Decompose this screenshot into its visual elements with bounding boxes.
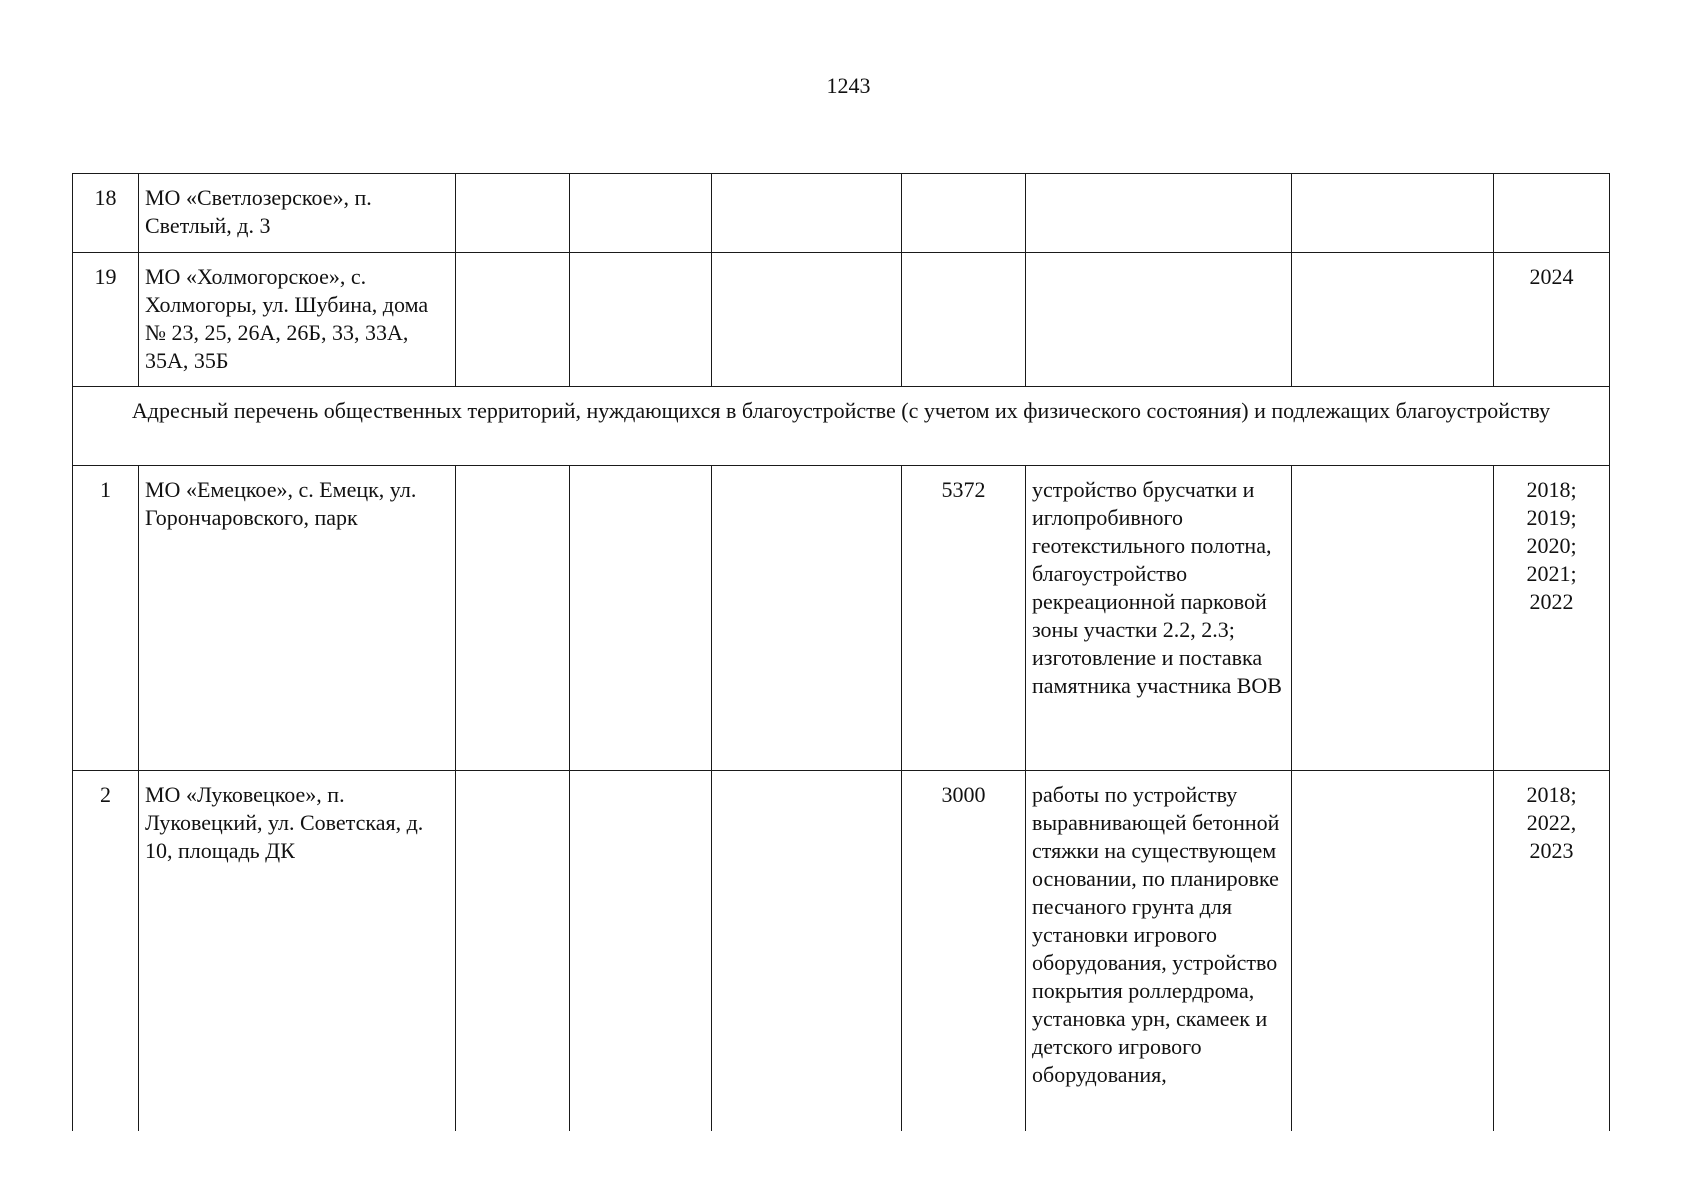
empty-cell xyxy=(712,466,902,771)
empty-cell xyxy=(712,174,902,253)
row-number: 19 xyxy=(73,253,139,387)
empty-cell xyxy=(456,253,570,387)
row-number: 18 xyxy=(73,174,139,253)
address-cell: МО «Холмогорское», с. Холмогоры, ул. Шубина, дома № 23, 25, 26А, 26Б, 33, 33А, 35А, 35Б xyxy=(139,253,456,387)
section-heading: Адресный перечень общественных территорий, нуждающихся в благоустройстве (с учетом их физического состояния) и подлежащих благоустройству xyxy=(73,387,1610,466)
empty-cell xyxy=(570,174,712,253)
empty-cell xyxy=(1292,174,1494,253)
empty-cell xyxy=(1292,771,1494,1131)
address-cell: МО «Светлозерское», п. Светлый, д. 3 xyxy=(139,174,456,253)
works-cell xyxy=(1026,174,1292,253)
years-cell: 2018; 2019; 2020; 2021; 2022 xyxy=(1494,466,1610,771)
area-cell xyxy=(902,174,1026,253)
territory-table xyxy=(72,173,1610,1131)
table-row xyxy=(73,174,1610,253)
empty-cell xyxy=(570,253,712,387)
empty-cell xyxy=(456,771,570,1131)
address-cell: МО «Луковецкое», п. Луковецкий, ул. Советская, д. 10, площадь ДК xyxy=(139,771,456,1131)
works-cell xyxy=(1026,253,1292,387)
empty-cell xyxy=(712,253,902,387)
empty-cell xyxy=(1292,466,1494,771)
empty-cell xyxy=(570,771,712,1131)
works-cell: работы по устройству выравнивающей бетонной стяжки на существующем основании, по планировке песчаного грунта для установки игрового оборудования, устройство покрытия роллердрома, установка урн, скамеек и детского игрового оборудования, xyxy=(1026,771,1292,1131)
empty-cell xyxy=(1292,253,1494,387)
table-row xyxy=(73,466,1610,771)
area-cell: 5372 xyxy=(902,466,1026,771)
empty-cell xyxy=(456,466,570,771)
empty-cell xyxy=(456,174,570,253)
empty-cell xyxy=(712,771,902,1131)
section-row xyxy=(73,387,1610,466)
years-cell xyxy=(1494,174,1610,253)
address-cell: МО «Емецкое», с. Емецк, ул. Горончаровского, парк xyxy=(139,466,456,771)
years-cell: 2024 xyxy=(1494,253,1610,387)
row-number: 1 xyxy=(73,466,139,771)
area-cell: 3000 xyxy=(902,771,1026,1131)
works-cell: устройство брусчатки и иглопробивного геотекстильного полотна, благоустройство рекреационной парковой зоны участки 2.2, 2.3; изготовление и поставка памятника участника ВОВ xyxy=(1026,466,1292,771)
empty-cell xyxy=(570,466,712,771)
table-row xyxy=(73,771,1610,1131)
row-number: 2 xyxy=(73,771,139,1131)
years-cell: 2018; 2022, 2023 xyxy=(1494,771,1610,1131)
page-number: 1243 xyxy=(826,73,871,98)
table-row xyxy=(73,253,1610,387)
area-cell xyxy=(902,253,1026,387)
